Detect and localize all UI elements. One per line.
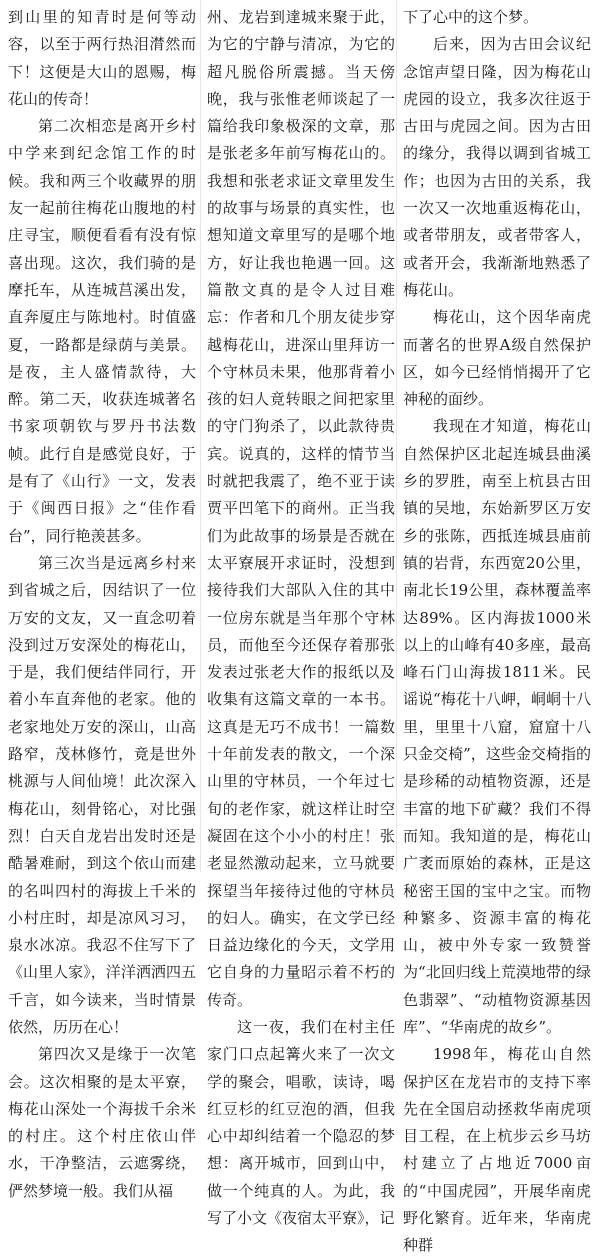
paragraph: 下了心中的这个梦。 [403,8,539,26]
paragraph: 第三次当是远离乡村来到省城之后，因结识了一位万安的文友，又一直念叨着没到过万安深处的梅花山，于是，我们便结伴同行，开着小车直奔他的老家。他的老家地处万安的深山，山高路窄，茂林修竹，竟是世外桃源与人间仙境！此次深入梅花山，刻骨铭心，对比强烈！白天自龙岩出发时还是酷暑难耐，到这个依山而建的名叫四村的海拔上千米的小村庄时，却是凉风习习，泉水冰凉。我忍不住写下了《山里人家》，洋洋洒洒四五千言，如今读来，当时情景依然，历历在心！ [8,553,196,1036]
column-divider-2 [396,0,397,872]
paragraph: 1998年，梅花山自然保护区在龙岩市的支持下率先在全国启动拯救华南虎项目工程，在上杭步云乡马坊村建立了占地近7000亩的“中国虎园”，开展华南虎野化繁育。近年来，华南虎种群 [403,1045,591,1255]
paragraph: 州、龙岩到達城来聚于此，为它的宁静与清凉，为它的超凡脱俗所震撼。当天傍晚，我与张惟老师谈起了一篇给我印象极深的文章，那是张老多年前写梅花山的。我想和张老求证文章里发生的故事与场景的真实性，也想知道文章里写的是哪个地方，好让我也艳遇一回。这篇散文真的是令人过目难忘：作者和几个朋友徒步穿越梅花山，进深山里拜访一个守林员未果，他那背着小孩的妇人竟转眼之间把家里的守门狗杀了，以此款待贵宾。说真的，这样的情节当时就把我震了，绝不亚于读贾平凹笔下的商州。正当我们为此故事的场景是否就在太平寮展开求证时，没想到接待我们大部队入住的其中一位房东就是当年那个守林员，而他至今还保存着那张发表过张老大作的报纸以及收集有这篇文章的一本书。这真是无巧不成书！一篇数十年前发表的散文，一个深山里的守林员，一个年过七旬的老作家，就这样让时空凝固在这个小小的村庄！张老显然激动起来，立马就要探望当年接待过他的守林员的妇人。确实，在文学已经日益边缘化的今天，文学用它自身的力量昭示着不朽的传奇。 [207,8,395,1009]
paragraph: 这一夜，我们在村主任家门口点起篝火来了一次文学的聚会，唱歌，读诗，喝红豆杉的红豆泡的酒，但我心中却纠结着一个隐忍的梦想：离开城市，回到山中，做一个纯真的人。为此，我写了小文《夜宿太平寮》，记 [207,1017,395,1228]
text-column-1 [8,4,196,1200]
column-divider-1 [200,0,201,872]
paragraph: 到山里的知青时是何等动容，以至于两行热泪潸然而下！这便是大山的恩赐，梅花山的传奇！ [8,8,196,108]
paragraph: 第二次相恋是离开乡村中学来到纪念馆工作的时候。我和两三个收藏界的朋友一起前往梅花山腹地的村庄寻宝，顺便看看有没有惊喜出现。这次，我们骑的是摩托车，从连城莒溪出发，直奔厦庄与陈地村。时值盛夏，一路都是绿荫与美景。是夜，主人盛情款待，大醉。第二天，收获连城著名书家项朝钦与罗丹书法数帧。此行自是感觉良好，于是有了《山行》一文，发表于《闽西日报》之“佳作看台”，同行艳羡甚多。 [8,117,196,545]
paragraph: 梅花山，这个因华南虎而著名的世界A级自然保护区，如今已经悄悄揭开了它神秘的面纱。 [403,308,591,409]
text-column-2 [207,4,395,1228]
paragraph: 第四次又是缘于一次笔会。这次相聚的是太平寮，梅花山深处一个海拔千余米的村庄。这个村庄依山伴水，干净整洁，云遮雾绕，俨然梦境一般。我们从福 [8,1045,196,1200]
paragraph: 后来，因为古田会议纪念馆声望日隆，因为梅花山虎园的设立，我多次往返于古田与虎园之间。因为古田的缘分，我得以调到省城工作；也因为古田的关系，我一次又一次地重返梅花山，或者带朋友，或者带客人，或者开会，我渐渐地熟悉了梅花山。 [403,35,591,299]
text-column-3 [403,4,591,1255]
paragraph: 我现在才知道，梅花山自然保护区北起连城县曲溪乡的罗胜，南至上杭县古田镇的吴地，东始新罗区万安乡的张陈，西抵连城县庙前镇的岩背，东西宽20公里，南北长19公里，森林覆盖率达89%。区内海拔1000米以上的山峰有40多座，最高峰石门山海拔1811米。民谣说“梅花十八岬，峒峒十八里，里里十八窟，窟窟十八只金交椅”，这些金交椅指的是珍稀的动植物资源，还是丰富的地下矿藏？我们不得而知。我知道的是，梅花山广袤而原始的森林，正是这秘密王国的宝中之宝。而物种繁多、资源丰富的梅花山，被中外专家一致赞誉为“北回归线上荒漠地带的绿色翡翠”、“动植物资源基因库”、“华南虎的故乡”。 [403,417,591,1036]
